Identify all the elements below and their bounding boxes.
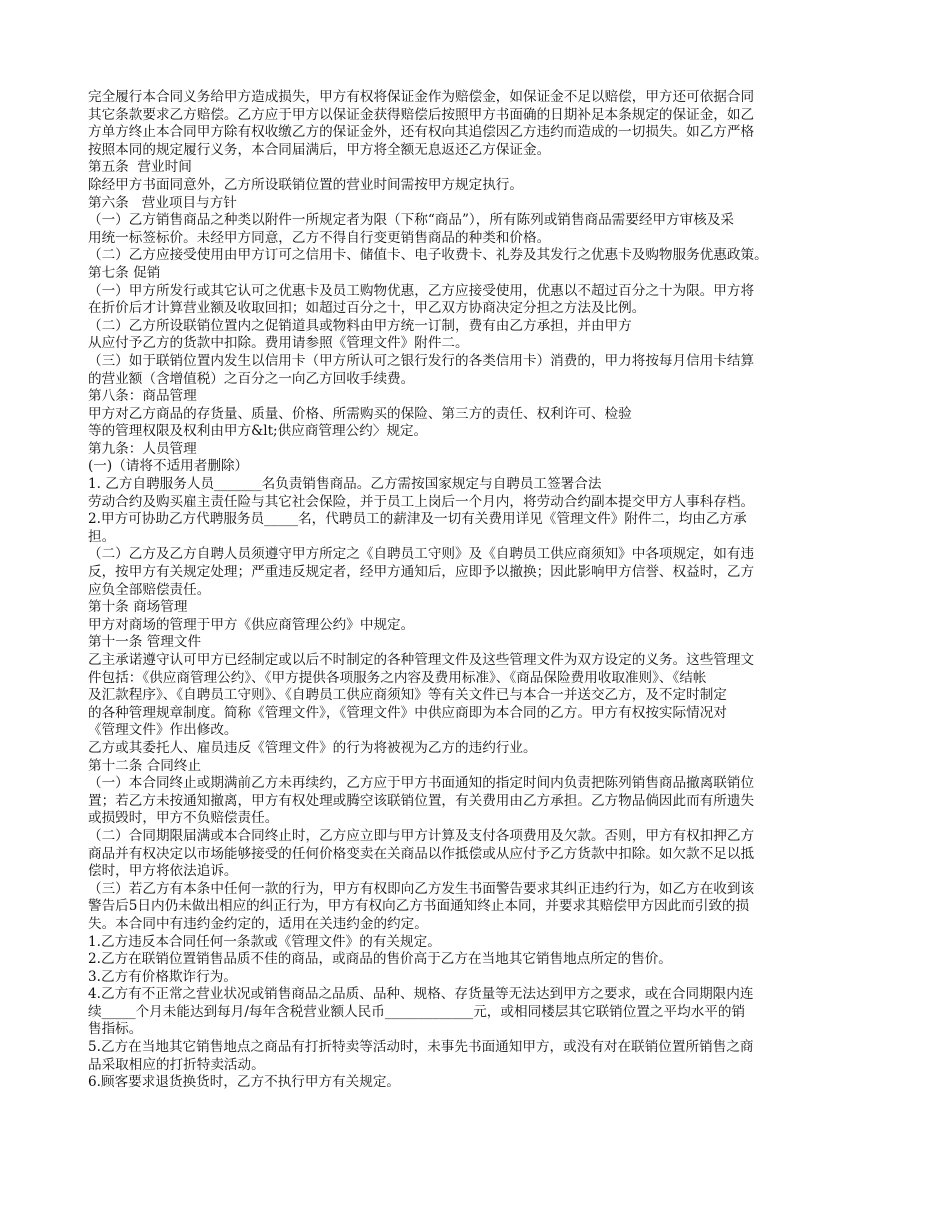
text-line: 甲方对乙方商品的存货量、质量、价格、所需购买的保险、第三方的责任、权利许可、检验 [88, 405, 632, 422]
text-line: （二）乙方应接受使用由甲方订可之信用卡、储值卡、电子收费卡、礼券及其发行之优惠卡及购物服务优惠政策。 [88, 247, 768, 264]
text-line: 除经甲方书面同意外，乙方所设联销位置的营业时间需按甲方规定执行。 [88, 176, 523, 193]
text-line: 第十一条 管理文件 [88, 634, 202, 651]
text-line: 第七条 促销 [88, 264, 161, 281]
text-line: （一）甲方所发行或其它认可之优惠卡及员工购物优惠，乙方应接受使用，优惠以不超过百分之十为限。甲方将 [88, 282, 755, 299]
document-body [88, 89, 858, 1092]
text-line: （二）乙方及乙方自聘人员须遵守甲方所定之《自聘员工守则》及《自聘员工供应商须知》中各项规定，如有违 [88, 546, 755, 563]
text-line: 第六条 营业项目与方针 [88, 194, 237, 211]
text-line: （三）若乙方有本条中任何一款的行为，甲方有权即向乙方发生书面警告要求其纠正违约行为，如乙方在收到该 [88, 880, 755, 897]
text-line: 劳动合约及购买雇主责任险与其它社会保险，并于员工上岗后一个月内，将劳动合约副本提交甲方人事科存档。 [88, 493, 755, 510]
text-line: 或损毁时，甲方不负赔偿责任。 [88, 810, 279, 827]
text-line: 第五条 营业时间 [88, 159, 192, 176]
text-line: 反，按甲方有关规定处理；严重违反规定者，经甲方通知后，应即予以撤换；因此影响甲方信誉、权益时，乙方 [88, 564, 755, 581]
text-line: 方单方终止本合同甲方除有权收缴乙方的保证金外，还有权向其追偿因乙方违约而造成的一切损失。如乙方严格 [88, 124, 755, 141]
text-line: 售指标。 [88, 1021, 143, 1038]
text-line: 续_____个月未能达到每月/每年含税营业额人民币_____________元，或相同楼层其它联销位置之平均水平的销 [88, 1003, 746, 1020]
text-line: 3.乙方有价格欺诈行为。 [88, 968, 237, 985]
text-line: 乙主承诺遵守认可甲方已经制定或以后不时制定的各种管理文件及这些管理文件为双方设定的义务。这些管理文 [88, 652, 755, 668]
text-line: 从应付予乙方的货款中扣除。费用请参照《管理文件》附件二。 [88, 335, 469, 352]
text-line: 第九条：人员管理 [88, 440, 197, 457]
text-line: 商品并有权决定以市场能够接受的任何价格变卖在关商品以作抵偿或从应付予乙方货款中扣除。如欠款不足以抵 [88, 845, 755, 862]
text-line: 完全履行本合同义务给甲方造成损失，甲方有权将保证金作为赔偿金，如保证金不足以赔偿，甲方还可依据合同 [88, 89, 755, 105]
text-line: 2.乙方在联销位置销售品质不佳的商品，或商品的售价高于乙方在当地其它销售地点所定的售价。 [88, 951, 672, 968]
text-line: 甲方对商场的管理于甲方《供应商管理公约》中规定。 [88, 616, 415, 633]
text-line: (一)（请将不适用者删除） [88, 458, 249, 475]
text-line: 在折价后才计算营业额及收取回扣；如超过百分之十，甲乙双方协商决定分担之方法及比例。 [88, 300, 646, 317]
text-line: 担。 [88, 528, 116, 545]
text-line: 其它条款要求乙方赔偿。乙方应于甲方以保证金获得赔偿后按照甲方书面确的日期补足本条规定的保证金，如乙 [88, 106, 755, 123]
text-line: 用统一标签标价。未经甲方同意，乙方不得自行变更销售商品的种类和价格。 [88, 229, 551, 246]
text-line: （三）如于联销位置内发生以信用卡（甲方所认可之银行发行的各类信用卡）消费的，甲力将按每月信用卡结算 [88, 352, 755, 369]
text-line: （一）本合同终止或期满前乙方未再续约，乙方应于甲方书面通知的指定时间内负责把陈列销售商品撤离联销位 [88, 775, 755, 792]
text-line: 警告后5日内仍未做出相应的纠正行为，甲方有权向乙方书面通知终止本同，并要求其赔偿甲方因此而引致的损 [88, 898, 750, 915]
text-line: 等的管理权限及权利由甲方&lt;供应商管理公约〉规定。 [88, 423, 428, 440]
text-line: 及汇款程序》、《自聘员工守则》、《自聘员工供应商须知》等有关文件已与本合一并送交乙方，及不定时制定 [88, 687, 727, 704]
text-line: 失。本合同中有违约金约定的，适用在关违约金的约定。 [88, 915, 428, 932]
text-line: 5.乙方在当地其它销售地点之商品有打折特卖等活动时，未事先书面通知甲方，或没有对在联销位置所销售之商 [88, 1039, 754, 1056]
text-line: 的营业额（含增值税）之百分之一向乙方回收手续费。 [88, 370, 415, 387]
text-line: 2.甲方可协助乙方代聘服务员_____名，代聘员工的薪津及一切有关费用详见《管理文件》附件二，均由乙方承 [88, 511, 747, 528]
text-line: 按照本同的规定履行义务，本合同届满后，甲方将全额无息返还乙方保证金。 [88, 141, 551, 158]
text-line: 《管理文件》作出修改。 [88, 722, 238, 739]
text-line: 1. 乙方自聘服务人员_______名负责销售商品。乙方需按国家规定与自聘员工签署合法 [88, 476, 602, 493]
text-line: 第八条：商品管理 [88, 388, 197, 405]
text-line: 第十条 商场管理 [88, 599, 188, 616]
text-line: （二）乙方所设联销位置内之促销道具或物料由甲方统一订制，费有由乙方承担，并由甲方 [88, 317, 632, 334]
text-line: 4.乙方有不正常之营业状况或销售商品之品质、品种、规格、存货量等无法达到甲方之要求，或在合同期限内连 [88, 986, 754, 1003]
text-line: 偿时，甲方将依法追诉。 [88, 863, 238, 880]
text-line: 件包括：《供应商管理公约》、《甲方提供各项服务之内容及费用标准》、《商品保险费用收取准则》、《结帐 [88, 669, 707, 686]
text-line: 乙方或其委托人、雇员违反《管理文件》的行为将被视为乙方的违约行业。 [88, 739, 537, 756]
text-line: 置；若乙方未按通知撤离，甲方有权处理或腾空该联销位置，有关费用由乙方承担。乙方物品倘因此而有所遗失 [88, 792, 755, 809]
text-line: 第十二条 合同终止 [88, 757, 202, 774]
text-line: （一）乙方销售商品之种类以附件一所规定者为限（下称“商品”），所有陈列或销售商品需要经甲方审核及采 [88, 212, 735, 229]
text-line: 应负全部赔偿责任。 [88, 581, 211, 598]
text-line: 品采取相应的打折特卖活动。 [88, 1056, 265, 1073]
text-line: 的各种管理规章制度。简称《管理文件》，《管理文件》中供应商即为本合同的乙方。甲方有权按实际情况对 [88, 704, 727, 721]
text-line: （二）合同期限届满或本合同终止时，乙方应立即与甲方计算及支付各项费用及欠款。否则，甲方有权扣押乙方 [88, 827, 755, 844]
text-line: 6.顾客要求退货换货时，乙方不执行甲方有关规定。 [88, 1074, 401, 1091]
text-line: 1.乙方违反本合同任何一条款或《管理文件》的有关规定。 [88, 933, 441, 950]
